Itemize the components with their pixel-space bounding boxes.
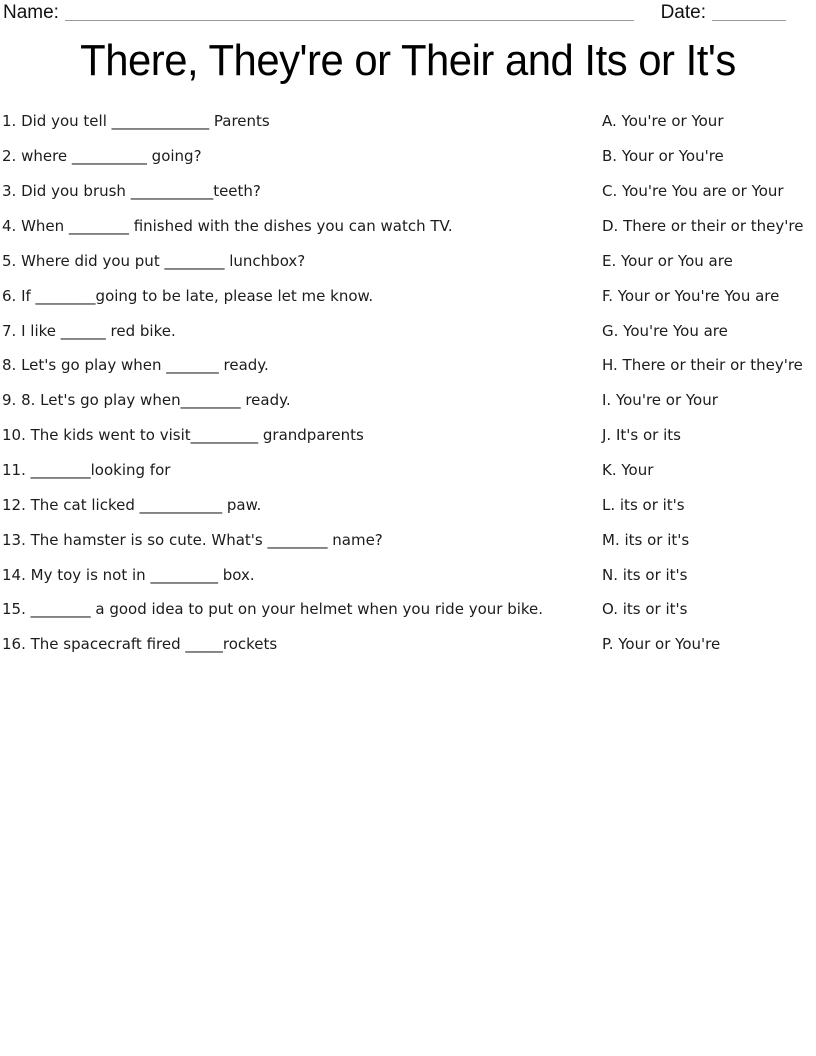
answer-option: H. There or their or they're [602, 356, 803, 375]
worksheet-row [2, 487, 814, 522]
answer-option: L. its or it's [602, 495, 685, 514]
worksheet-row [2, 453, 814, 488]
answer-option: A. You're or Your [602, 112, 724, 131]
answer-option: F. Your or You're You are [602, 286, 780, 305]
question-text: 5. Where did you put ________ lunchbox? [2, 251, 306, 270]
question-text: 2. where __________ going? [2, 147, 202, 166]
answer-option: K. Your [602, 461, 654, 480]
name-label: Name: [3, 2, 59, 23]
answer-option: G. You're You are [602, 321, 728, 340]
worksheet-row [2, 139, 814, 174]
answer-option: N. its or it's [602, 565, 688, 584]
question-text: 6. If ________going to be late, please let me know. [2, 286, 374, 305]
answer-option: O. its or it's [602, 600, 688, 619]
worksheet-row [2, 209, 814, 244]
answer-option: D. There or their or they're [602, 217, 804, 235]
question-text: 1. Did you tell _____________ Parents [2, 112, 270, 131]
question-text: 13. The hamster is so cute. What's ________ name? [2, 530, 383, 549]
answer-option: I. You're or Your [602, 391, 718, 410]
date-underline [712, 4, 786, 21]
worksheet-row [2, 383, 814, 418]
answer-option: C. You're You are or Your [602, 182, 784, 201]
question-text: 3. Did you brush ___________teeth? [2, 182, 261, 201]
worksheet-row [2, 522, 814, 557]
question-text: 9. 8. Let's go play when________ ready. [2, 391, 291, 410]
worksheet-row [2, 243, 814, 278]
worksheet-row [2, 592, 814, 627]
answer-option: E. Your or You are [602, 251, 733, 270]
answer-option: J. It's or its [602, 426, 681, 445]
question-text: 16. The spacecraft fired _____rockets [2, 635, 278, 654]
worksheet-row [2, 418, 814, 453]
answer-option: P. Your or You're [602, 635, 721, 654]
worksheet-row [2, 313, 814, 348]
header [3, 2, 786, 23]
page-title: There, They're or Their and Its or It's [80, 36, 736, 85]
worksheet-row [2, 174, 814, 209]
question-text: 7. I like ______ red bike. [2, 321, 176, 340]
worksheet-row [2, 104, 814, 139]
question-text: 12. The cat licked ___________ paw. [2, 495, 262, 514]
question-text: 8. Let's go play when _______ ready. [2, 356, 269, 375]
worksheet-row [2, 278, 814, 313]
name-underline [65, 4, 634, 21]
question-text: 14. My toy is not in _________ box. [2, 565, 255, 584]
worksheet-row [2, 627, 814, 662]
question-text: 10. The kids went to visit_________ grandparents [2, 426, 364, 445]
question-text: 4. When ________ finished with the dishes you can watch TV. [2, 217, 453, 235]
answer-option: B. Your or You're [602, 147, 724, 166]
worksheet-row [2, 348, 814, 383]
date-label: Date: [660, 2, 706, 23]
answer-option: M. its or it's [602, 530, 690, 549]
question-text: 15. ________ a good idea to put on your helmet when you ride your bike. [2, 600, 544, 619]
question-answer-list [2, 104, 814, 662]
question-text: 11. ________looking for [2, 461, 171, 480]
worksheet-row [2, 557, 814, 592]
